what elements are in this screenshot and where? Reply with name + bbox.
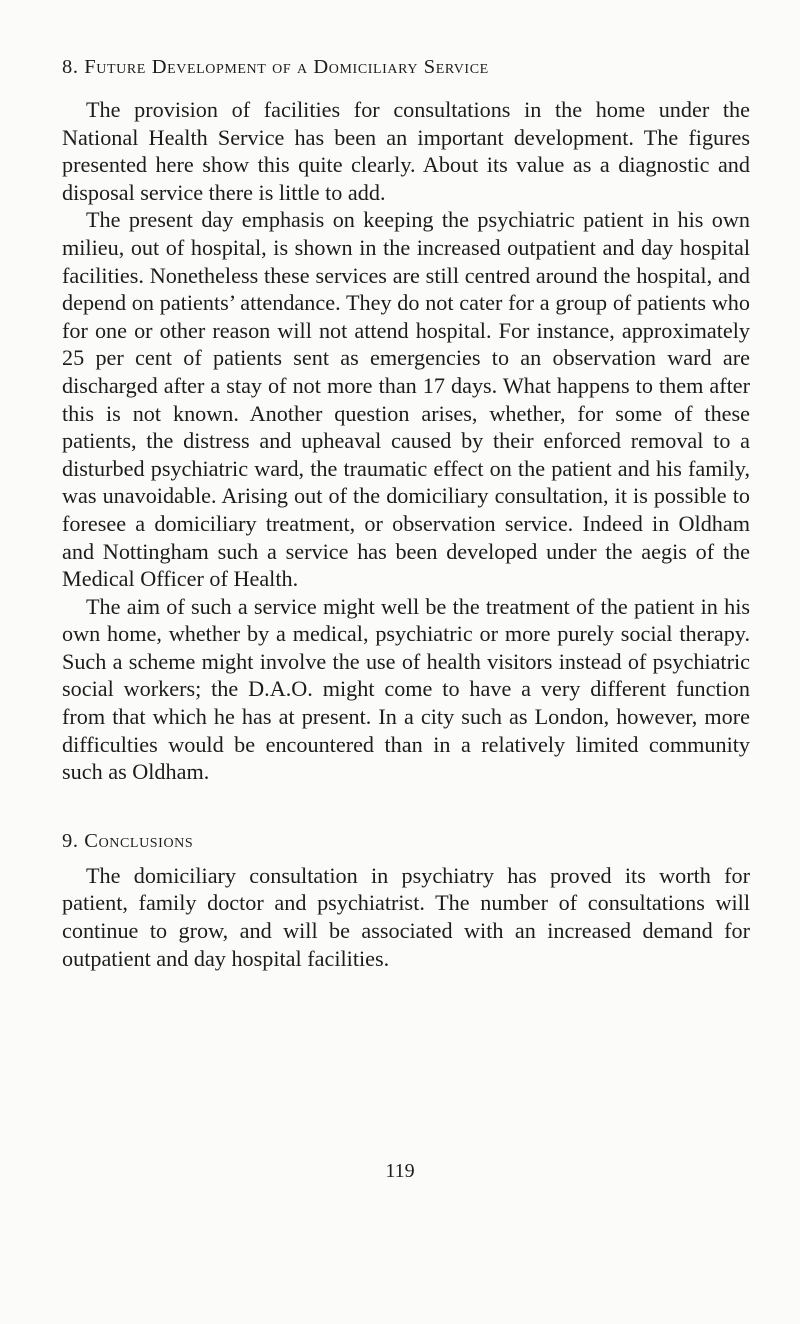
document-page [62,52,750,972]
paragraph: The aim of such a service might well be the treatment of the patient in his own home, whether by a medical, psychiatric or more purely social therapy. Such a scheme might involve the use of health visitors instead of psychiatric social workers; the D.A.O. might come to have a very different function from that which he has at present. In a city such as London, however, more difficulties would be encountered than in a relatively limited community such as Oldham. [62,593,750,785]
section-heading: 9. Conclusions [62,829,194,852]
section-future-development [62,52,750,786]
section-heading: 8. Future Development of a Domiciliary Service [62,56,489,78]
page-number: 119 [385,1160,415,1182]
paragraph: The domiciliary consultation in psychiatry has proved its worth for patient, family doctor and psychiatrist. The number of consultations will continue to grow, and will be associated with an increased demand for outpatient and day hospital facilities. [62,862,750,971]
paragraph: The provision of facilities for consultations in the home under the National Health Service has been an important development. The figures presented here show this quite clearly. About its value as a diagnostic and disposal service there is little to add. [62,97,750,205]
section-conclusions [62,826,750,972]
paragraph: The present day emphasis on keeping the psychiatric patient in his own milieu, out of hospital, is shown in the increased outpatient and day hospital facilities. Nonetheless these services are still centred around the hospital, and depend on patients’ attendance. They do not cater for a group of patients who for one or other reason will not attend hospital. For instance, approximately 25 per cent of patients sent as emergencies to an observation ward are discharged after a stay of not more than 17 days. What happens to them after this is not known. Another question arises, whether, for some of these patients, the distress and upheaval caused by their enforced removal to a disturbed psychiatric ward, the traumatic effect on the patient and his family, was unavoidable. Arising out of the domiciliary consultation, it is possible to foresee a domiciliary treatment, or observation service. Indeed in Oldham and Nottingham such a service has been developed under the aegis of the Medical Officer of Health. [62,207,750,592]
